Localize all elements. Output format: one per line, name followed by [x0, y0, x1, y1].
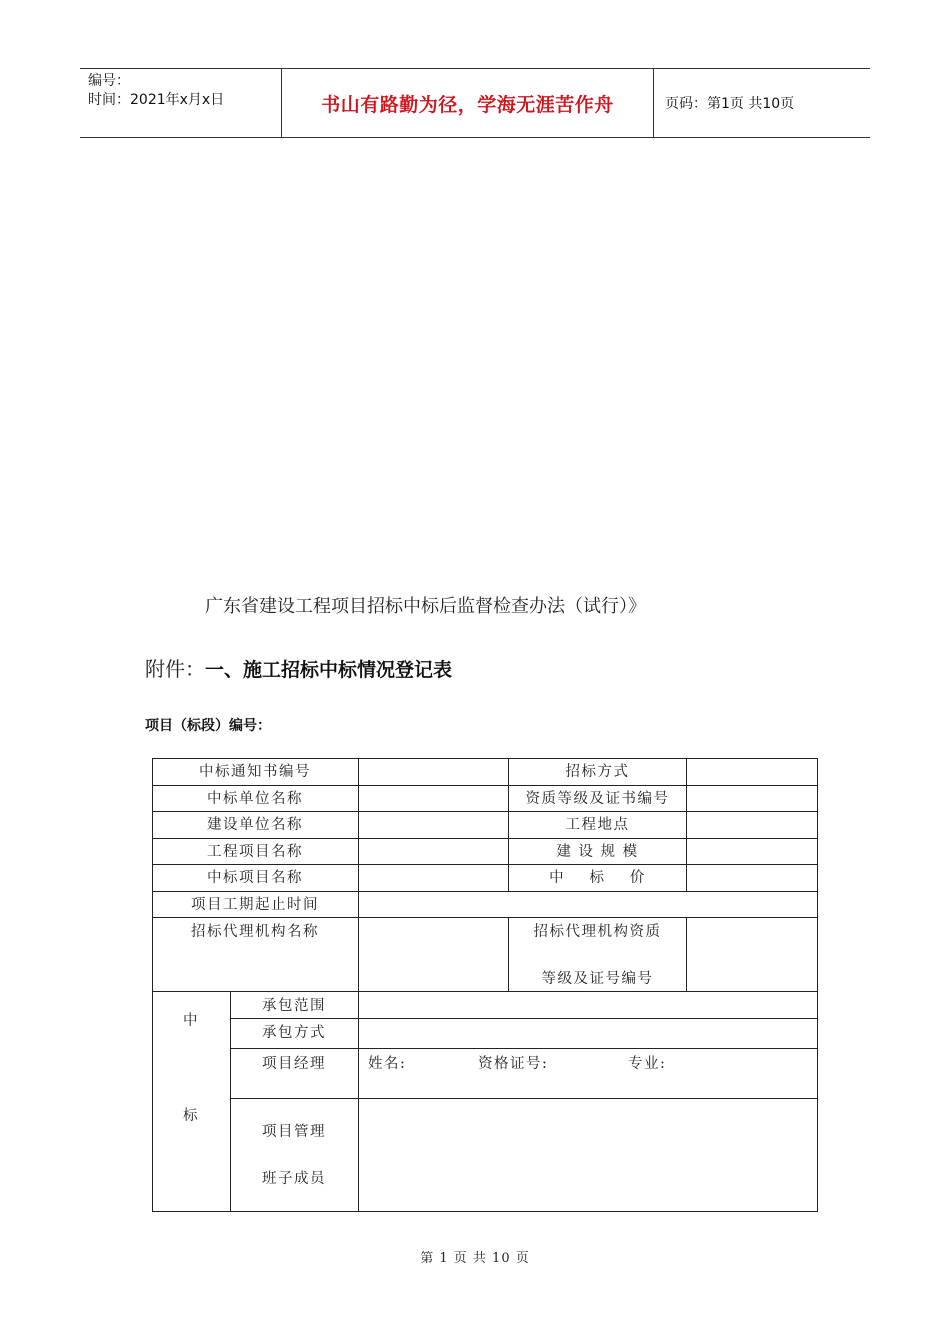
form-line — [152, 864, 818, 865]
form-line — [152, 785, 818, 786]
header-page-info: 页码：第1页 共10页 — [665, 96, 795, 112]
form-border-top — [152, 758, 818, 759]
label-qualification-certificate: 资质等级及证书编号 — [525, 791, 670, 807]
annex-prefix: 附件： — [145, 657, 205, 681]
label-construction-unit: 建设单位名称 — [207, 817, 303, 833]
group-label-zhong: 中 — [183, 1013, 199, 1029]
document-time-label: 时间：2021年x月x日 — [88, 92, 225, 108]
label-agency-qualification: 招标代理机构资质 — [533, 924, 662, 940]
label-agency-certificate: 等级及证号编号 — [541, 971, 654, 987]
annex-title: 一、施工招标中标情况登记表 — [205, 659, 453, 681]
label-agency-name: 招标代理机构名称 — [191, 924, 319, 940]
form-line — [152, 838, 818, 839]
label-construction-period: 项目工期起止时间 — [191, 897, 319, 913]
form-line — [230, 1048, 818, 1049]
form-line — [358, 991, 359, 1212]
label-tender-method: 招标方式 — [565, 764, 630, 780]
form-line — [152, 917, 818, 918]
page-footer: 第 1 页 共 10 页 — [420, 1251, 530, 1266]
form-border-bottom — [152, 1211, 818, 1212]
form-line — [152, 811, 818, 812]
form-line — [686, 917, 687, 991]
label-project-location: 工程地点 — [565, 817, 630, 833]
label-pm-name: 姓名: — [368, 1056, 407, 1072]
form-border-right — [817, 758, 818, 1212]
label-contract-mode: 承包方式 — [262, 1025, 326, 1041]
label-contract-scope: 承包范围 — [262, 998, 326, 1014]
form-line — [230, 991, 231, 1212]
page-header — [80, 68, 870, 138]
form-line — [152, 891, 818, 892]
form-line — [230, 1018, 818, 1019]
label-pm-major: 专业: — [628, 1056, 667, 1072]
header-motto: 书山有路勤为径，学海无涯苦作舟 — [321, 93, 614, 116]
form-line — [358, 758, 359, 991]
header-divider — [653, 69, 654, 137]
header-meta — [88, 72, 224, 110]
label-winning-project: 中标项目名称 — [207, 870, 303, 886]
label-construction-scale: 建 设 规 模 — [556, 844, 639, 860]
label-winning-company: 中标单位名称 — [207, 791, 303, 807]
label-management-team: 项目管理 — [262, 1124, 326, 1140]
project-code-label: 项目（标段）编号： — [145, 718, 271, 734]
label-team-members: 班子成员 — [262, 1171, 326, 1187]
document-number-label: 编号： — [88, 73, 130, 89]
form-line — [152, 991, 818, 992]
form-line — [686, 758, 687, 891]
document-title: 广东省建设工程项目招标中标后监督检查办法（试行）》 — [205, 596, 646, 617]
label-winning-price: 中 标 价 — [549, 870, 646, 886]
annex-heading — [145, 653, 452, 682]
label-project-name: 工程项目名称 — [207, 844, 303, 860]
label-award-notice-number: 中标通知书编号 — [199, 764, 311, 780]
label-pm-certificate: 资格证号: — [478, 1056, 549, 1072]
label-project-manager: 项目经理 — [262, 1056, 326, 1072]
form-line — [230, 1098, 818, 1099]
registration-form — [152, 758, 818, 1212]
group-label-biao: 标 — [183, 1108, 199, 1124]
